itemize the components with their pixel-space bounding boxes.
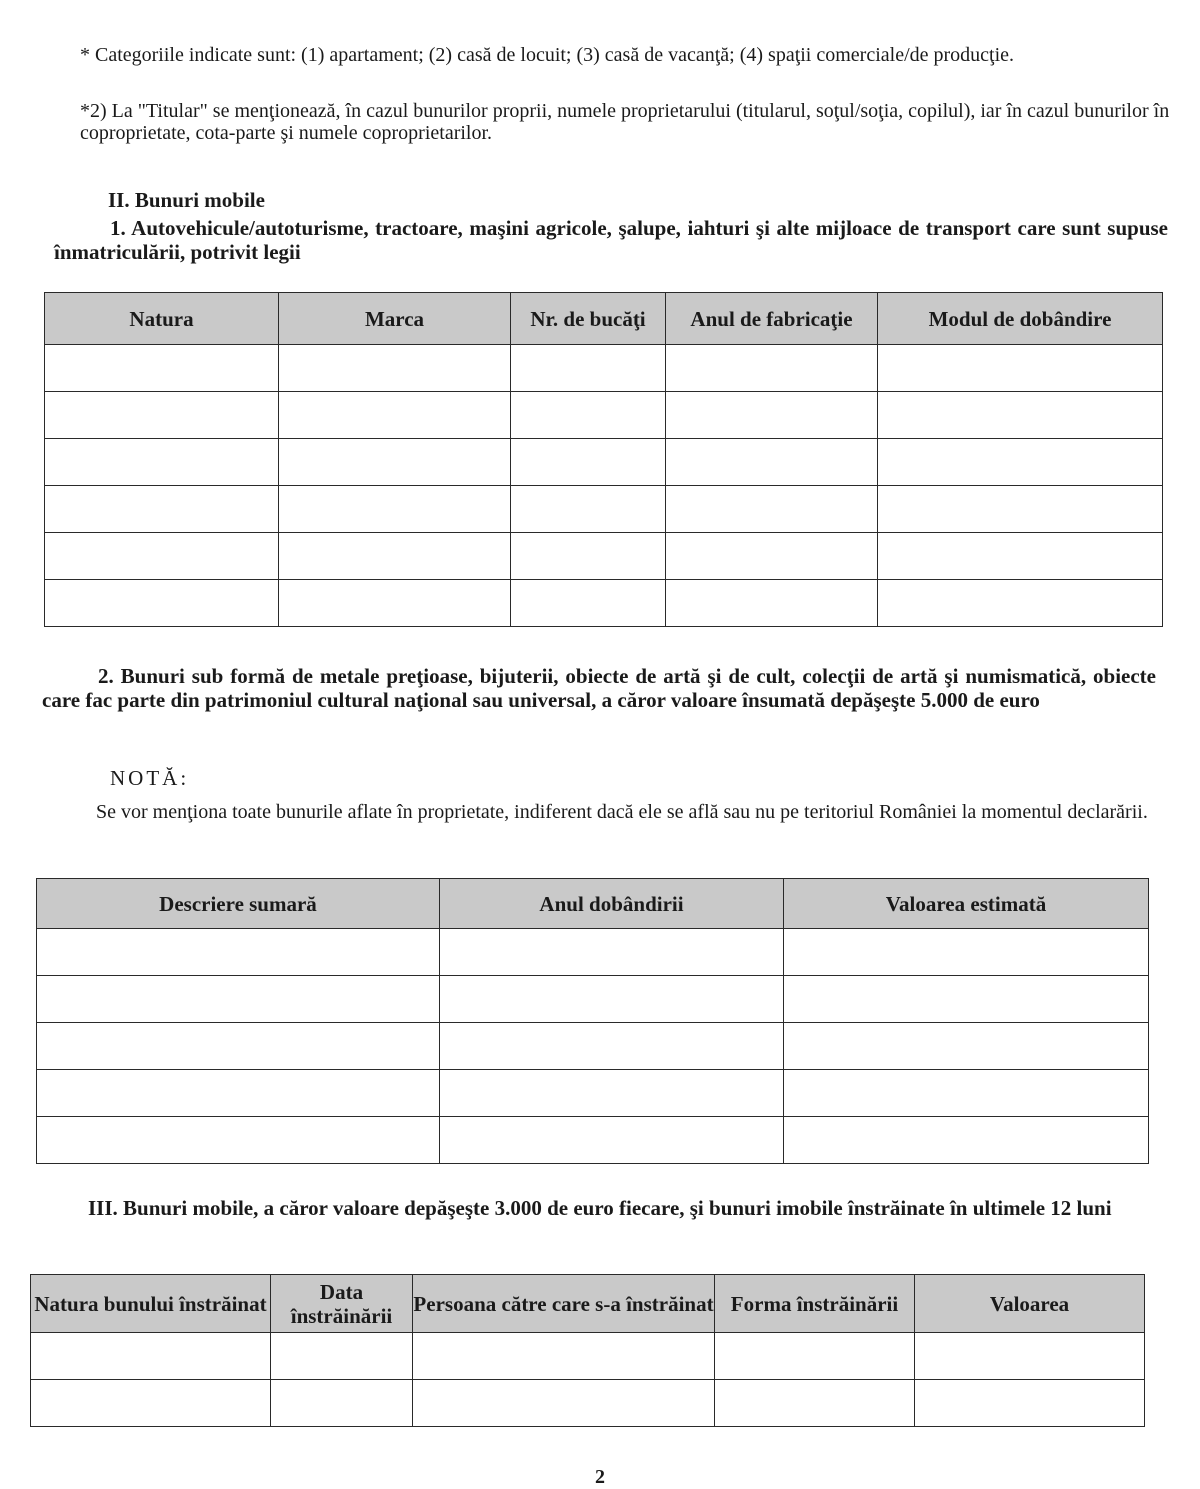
table-cell[interactable] [45, 580, 279, 627]
table-cell[interactable] [440, 1023, 784, 1070]
table-cell[interactable] [45, 345, 279, 392]
table-row [37, 1070, 1149, 1117]
col-data-instrainarii: Data înstrăinării [271, 1275, 413, 1333]
table-cell[interactable] [279, 486, 511, 533]
nota-text: Se vor menţiona toate bunurile aflate în proprietate, indiferent dacă ele se află sau nu pe teritoriul României la momentul declarării. [96, 801, 1148, 823]
col-anul-dobandirii: Anul dobândirii [440, 879, 784, 929]
table-row [31, 1333, 1145, 1380]
table-cell[interactable] [279, 533, 511, 580]
table-row [45, 439, 1163, 486]
table-cell[interactable] [413, 1380, 715, 1427]
table-cell[interactable] [440, 1070, 784, 1117]
col-forma-instrainarii: Forma înstrăinării [715, 1275, 915, 1333]
valuables-table [36, 878, 1149, 1164]
valuables-table-header [37, 879, 1149, 929]
table-cell[interactable] [279, 392, 511, 439]
col-descriere-sumara: Descriere sumară [37, 879, 440, 929]
table-cell[interactable] [31, 1333, 271, 1380]
table-cell[interactable] [666, 345, 878, 392]
vehicles-table-header [45, 293, 1163, 345]
table-cell[interactable] [878, 392, 1163, 439]
section-2-heading: II. Bunuri mobile [108, 188, 265, 212]
col-valoarea-estimata: Valoarea estimată [784, 879, 1149, 929]
col-modul-dobandire: Modul de dobândire [878, 293, 1163, 345]
alienated-table-header [31, 1275, 1145, 1333]
table-cell[interactable] [784, 976, 1149, 1023]
categories-note: * Categoriile indicate sunt: (1) apartament; (2) casă de locuit; (3) casă de vacanţă; (4) spaţii comerciale/de producţie. [80, 44, 1015, 66]
table-cell[interactable] [37, 1070, 440, 1117]
table-row [37, 1117, 1149, 1164]
table-cell[interactable] [915, 1380, 1145, 1427]
page-number: 2 [595, 1466, 605, 1488]
section-2-2-title: 2. Bunuri sub formă de metale preţioase, bijuterii, obiecte de artă şi de cult, colecţii de artă şi numismatică, obiecte care fac parte din patrimoniul cultural naţional sau universal, a căror valoare însumată depăşeşte 5.000 de euro [42, 664, 1156, 712]
table-cell[interactable] [511, 486, 666, 533]
alienated-table-body [31, 1333, 1145, 1427]
col-valoarea: Valoarea [915, 1275, 1145, 1333]
table-cell[interactable] [784, 929, 1149, 976]
section-3-title: III. Bunuri mobile, a căror valoare depăşeşte 3.000 de euro fiecare, şi bunuri imobile înstrăinate în ultimele 12 luni [88, 1196, 1112, 1220]
table-cell[interactable] [666, 533, 878, 580]
table-cell[interactable] [784, 1070, 1149, 1117]
table-row [37, 929, 1149, 976]
table-cell[interactable] [440, 976, 784, 1023]
table-cell[interactable] [45, 439, 279, 486]
table-cell[interactable] [37, 1023, 440, 1070]
table-cell[interactable] [45, 486, 279, 533]
table-cell[interactable] [784, 1117, 1149, 1164]
table-cell[interactable] [715, 1333, 915, 1380]
table-cell[interactable] [279, 439, 511, 486]
table-cell[interactable] [279, 345, 511, 392]
nota-label: NOTĂ: [110, 766, 190, 790]
table-row [45, 392, 1163, 439]
table-cell[interactable] [878, 533, 1163, 580]
table-cell[interactable] [271, 1380, 413, 1427]
table-row [45, 486, 1163, 533]
col-natura-bunului: Natura bunului înstrăinat [31, 1275, 271, 1333]
table-cell[interactable] [511, 345, 666, 392]
vehicles-table [44, 292, 1163, 627]
alienated-table [30, 1274, 1145, 1427]
table-cell[interactable] [666, 439, 878, 486]
table-cell[interactable] [878, 439, 1163, 486]
table-cell[interactable] [271, 1333, 413, 1380]
col-natura: Natura [45, 293, 279, 345]
table-cell[interactable] [440, 1117, 784, 1164]
table-cell[interactable] [715, 1380, 915, 1427]
vehicles-table-body [45, 345, 1163, 627]
table-cell[interactable] [878, 486, 1163, 533]
table-row [31, 1380, 1145, 1427]
table-cell[interactable] [915, 1333, 1145, 1380]
table-row [37, 976, 1149, 1023]
table-row [45, 345, 1163, 392]
col-nr-bucati: Nr. de bucăţi [511, 293, 666, 345]
table-cell[interactable] [784, 1023, 1149, 1070]
table-row [45, 580, 1163, 627]
titular-note: *2) La "Titular" se menţionează, în cazul bunurilor proprii, numele proprietarului (titularul, soţul/soţia, copilul), iar în cazul bunurilor în coproprietate, cota-parte şi numele coproprietarilor. [80, 100, 1170, 144]
table-cell[interactable] [511, 439, 666, 486]
table-cell[interactable] [37, 1117, 440, 1164]
valuables-table-body [37, 929, 1149, 1164]
table-cell[interactable] [37, 929, 440, 976]
table-cell[interactable] [511, 580, 666, 627]
table-cell[interactable] [45, 392, 279, 439]
col-marca: Marca [279, 293, 511, 345]
col-persoana: Persoana către care s-a înstrăinat [413, 1275, 715, 1333]
table-cell[interactable] [511, 392, 666, 439]
col-anul-fabricatie: Anul de fabricaţie [666, 293, 878, 345]
table-cell[interactable] [666, 392, 878, 439]
table-row [37, 1023, 1149, 1070]
table-cell[interactable] [31, 1380, 271, 1427]
table-cell[interactable] [878, 580, 1163, 627]
table-cell[interactable] [45, 533, 279, 580]
table-cell[interactable] [878, 345, 1163, 392]
table-cell[interactable] [666, 486, 878, 533]
section-2-1-title: 1. Autovehicule/autoturisme, tractoare, maşini agricole, şalupe, iahturi şi alte mijloace de transport care sunt supuse înmatriculării, potrivit legii [54, 216, 1168, 264]
table-cell[interactable] [666, 580, 878, 627]
table-cell[interactable] [37, 976, 440, 1023]
table-cell[interactable] [413, 1333, 715, 1380]
table-row [45, 533, 1163, 580]
table-cell[interactable] [440, 929, 784, 976]
table-cell[interactable] [511, 533, 666, 580]
table-cell[interactable] [279, 580, 511, 627]
